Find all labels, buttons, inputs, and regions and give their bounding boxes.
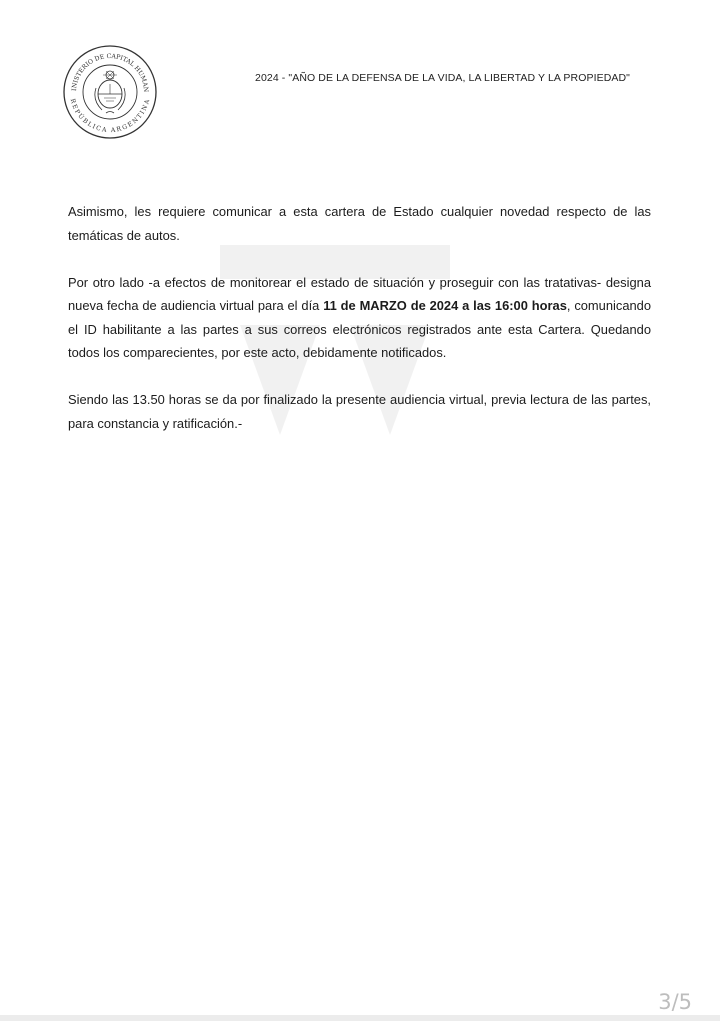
header-motto: 2024 - "AÑO DE LA DEFENSA DE LA VIDA, LA LIBERTAD Y LA PROPIEDAD" xyxy=(255,72,630,84)
document-body xyxy=(68,200,651,459)
paragraph-novedades: Asimismo, les requiere comunicar a esta cartera de Estado cualquier novedad respecto de las temáticas de autos. xyxy=(68,204,651,243)
seal-bottom-text: REPÚBLICA ARGENTINA xyxy=(68,98,152,135)
paragraph-nueva-audiencia xyxy=(68,271,651,365)
ministry-seal xyxy=(62,44,158,140)
page-indicator: 3/5 xyxy=(658,990,692,1014)
paragraph-2-text-start: Por otro lado -a efectos de monitorear el estado de situación y proseguir con las tratativas- designa nueva fecha de audiencia virtual para el día xyxy=(68,274,651,313)
viewer-bottom-bar xyxy=(0,1015,720,1021)
hearing-date: 11 de MARZO de 2024 a las 16:00 horas xyxy=(323,298,567,313)
paragraph-cierre: Siendo las 13.50 horas se da por finalizado la presente audiencia virtual, previa lectura de las partes, para constancia y ratificación.- xyxy=(68,392,651,431)
paragraph-2-text-end: , comunicando el ID habilitante a las partes a sus correos electrónicos registrados ante esta Cartera. Quedando todos los comparecientes, por este acto, debidamente notificados. xyxy=(68,298,651,360)
seal-top-text: INISTERIO DE CAPITAL HUMAN xyxy=(71,52,150,93)
seal-icon xyxy=(62,44,158,140)
coat-of-arms-icon xyxy=(95,71,125,113)
